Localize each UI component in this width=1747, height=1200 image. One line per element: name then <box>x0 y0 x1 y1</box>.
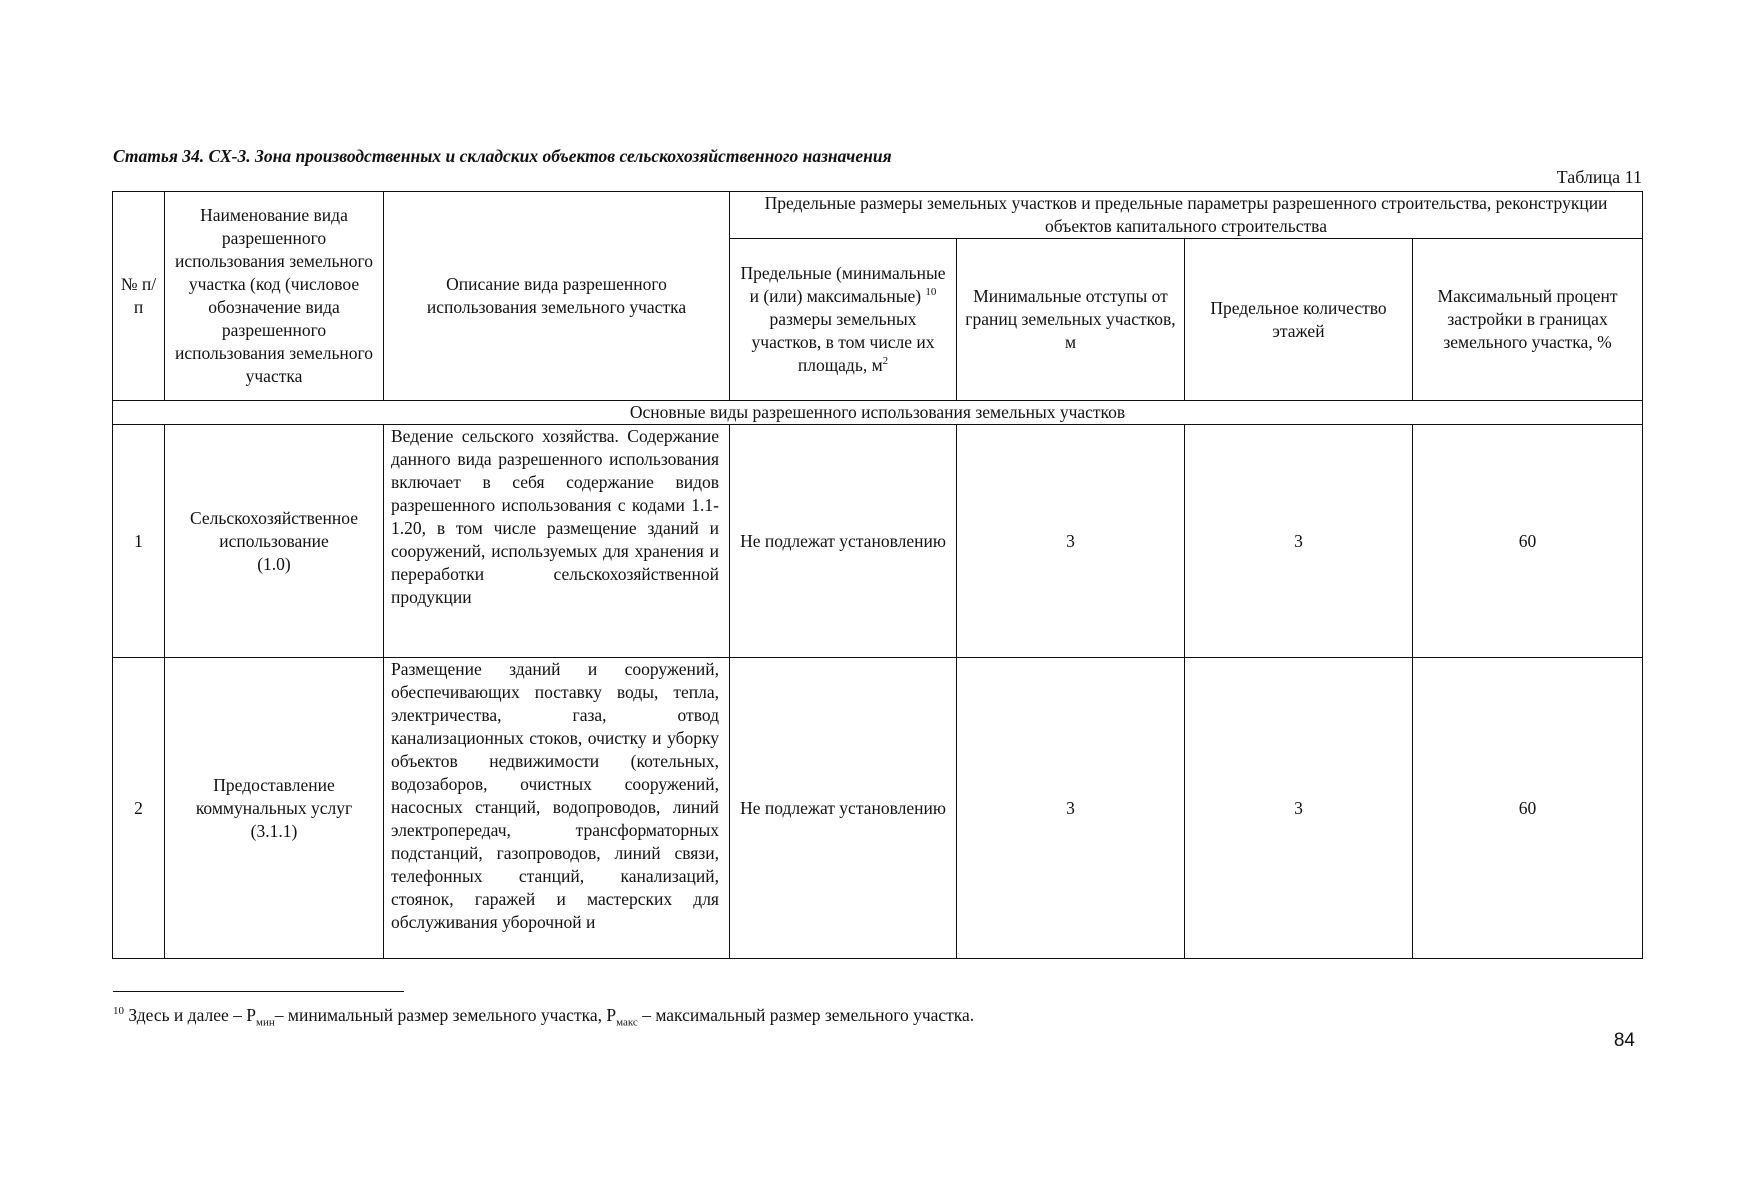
header-area <box>730 239 957 401</box>
row-name-text: Сельскохозяйственное использование <box>189 507 359 551</box>
row-name <box>165 425 384 658</box>
footnote-marker: 10 <box>113 1005 124 1018</box>
footnote-text-1: Здесь и далее – Р <box>128 1005 257 1025</box>
page-number: 84 <box>1613 1030 1635 1051</box>
header-num: № п/п <box>113 192 165 401</box>
row-num: 2 <box>113 658 165 959</box>
footnote-sub-max: макс <box>616 1016 638 1029</box>
table-label: Таблица 11 <box>1556 167 1642 187</box>
row-setbacks: 3 <box>957 658 1185 959</box>
footnote-ref: 10 <box>925 286 937 299</box>
header-row-1 <box>113 192 1643 239</box>
header-coverage: Максимальный процент застройки в границах земельного участка, % <box>1413 239 1643 401</box>
row-description: Размещение зданий и сооружений, обеспечивающих поставку воды, тепла, электричества, газа, отвод канализационных стоков, очистку и уборку объектов недвижимости (котельных, водозаборов, очистных сооружений, насосных станций, водопроводов, линий электропередач, трансформаторных подстанций, газопроводов, линий связи, телефонных станций, канализаций, стоянок, гаражей и мастерских для обслуживания уборочной и <box>384 658 730 959</box>
row-num: 1 <box>113 425 165 658</box>
row-area: Не подлежат установлению <box>730 425 957 658</box>
row-name-text: Предоставление коммунальных услуг <box>195 774 353 818</box>
section-row <box>113 401 1643 425</box>
section-title: Основные виды разрешенного использования земельных участков <box>113 401 1643 425</box>
row-code: (1.0) <box>257 553 291 574</box>
row-floors: 3 <box>1185 425 1413 658</box>
row-description: Ведение сельского хозяйства. Содержание данного вида разрешенного использования включает в себя содержание видов разрешенного использования с кодами 1.1-1.20, в том числе размещение зданий и сооружений, используемых для хранения и переработки сельскохозяйственной продукции <box>384 425 730 658</box>
footnote <box>113 1005 974 1029</box>
row-coverage: 60 <box>1413 425 1643 658</box>
row-code: (3.1.1) <box>250 820 298 841</box>
footnote-text-2: – минимальный размер земельного участка, Р <box>274 1005 617 1025</box>
header-name: Наименование вида разрешенного использования земельного участка (код (числовое обозначение вида разрешенного использования земельного участка <box>165 192 384 401</box>
zoning-table <box>112 191 1643 959</box>
row-name <box>165 658 384 959</box>
footnote-sub-min: мин <box>256 1016 275 1029</box>
article-title: Статья 34. СХ-3. Зона производственных и складских объектов сельскохозяйственного назначения <box>113 146 892 166</box>
footnote-divider <box>113 991 404 992</box>
header-setbacks: Минимальные отступы от границ земельных участков, м <box>957 239 1185 401</box>
header-area-text: Предельные (минимальные и (или) максимальные) <box>740 263 946 306</box>
row-floors: 3 <box>1185 658 1413 959</box>
footnote-text-3: – максимальный размер земельного участка. <box>642 1005 975 1025</box>
header-area-text-2: размеры земельных участков, в том числе их площадь, м <box>751 309 935 375</box>
unit-superscript: 2 <box>882 355 889 368</box>
table-row <box>113 658 1643 959</box>
row-setbacks: 3 <box>957 425 1185 658</box>
row-coverage: 60 <box>1413 658 1643 959</box>
row-area: Не подлежат установлению <box>730 658 957 959</box>
header-description: Описание вида разрешенного использования земельного участка <box>384 192 730 401</box>
table-row <box>113 425 1643 658</box>
header-limits-group: Предельные размеры земельных участков и предельные параметры разрешенного строительства, реконструкции объектов капитального строительства <box>730 192 1643 239</box>
header-floors: Предельное количество этажей <box>1185 239 1413 401</box>
